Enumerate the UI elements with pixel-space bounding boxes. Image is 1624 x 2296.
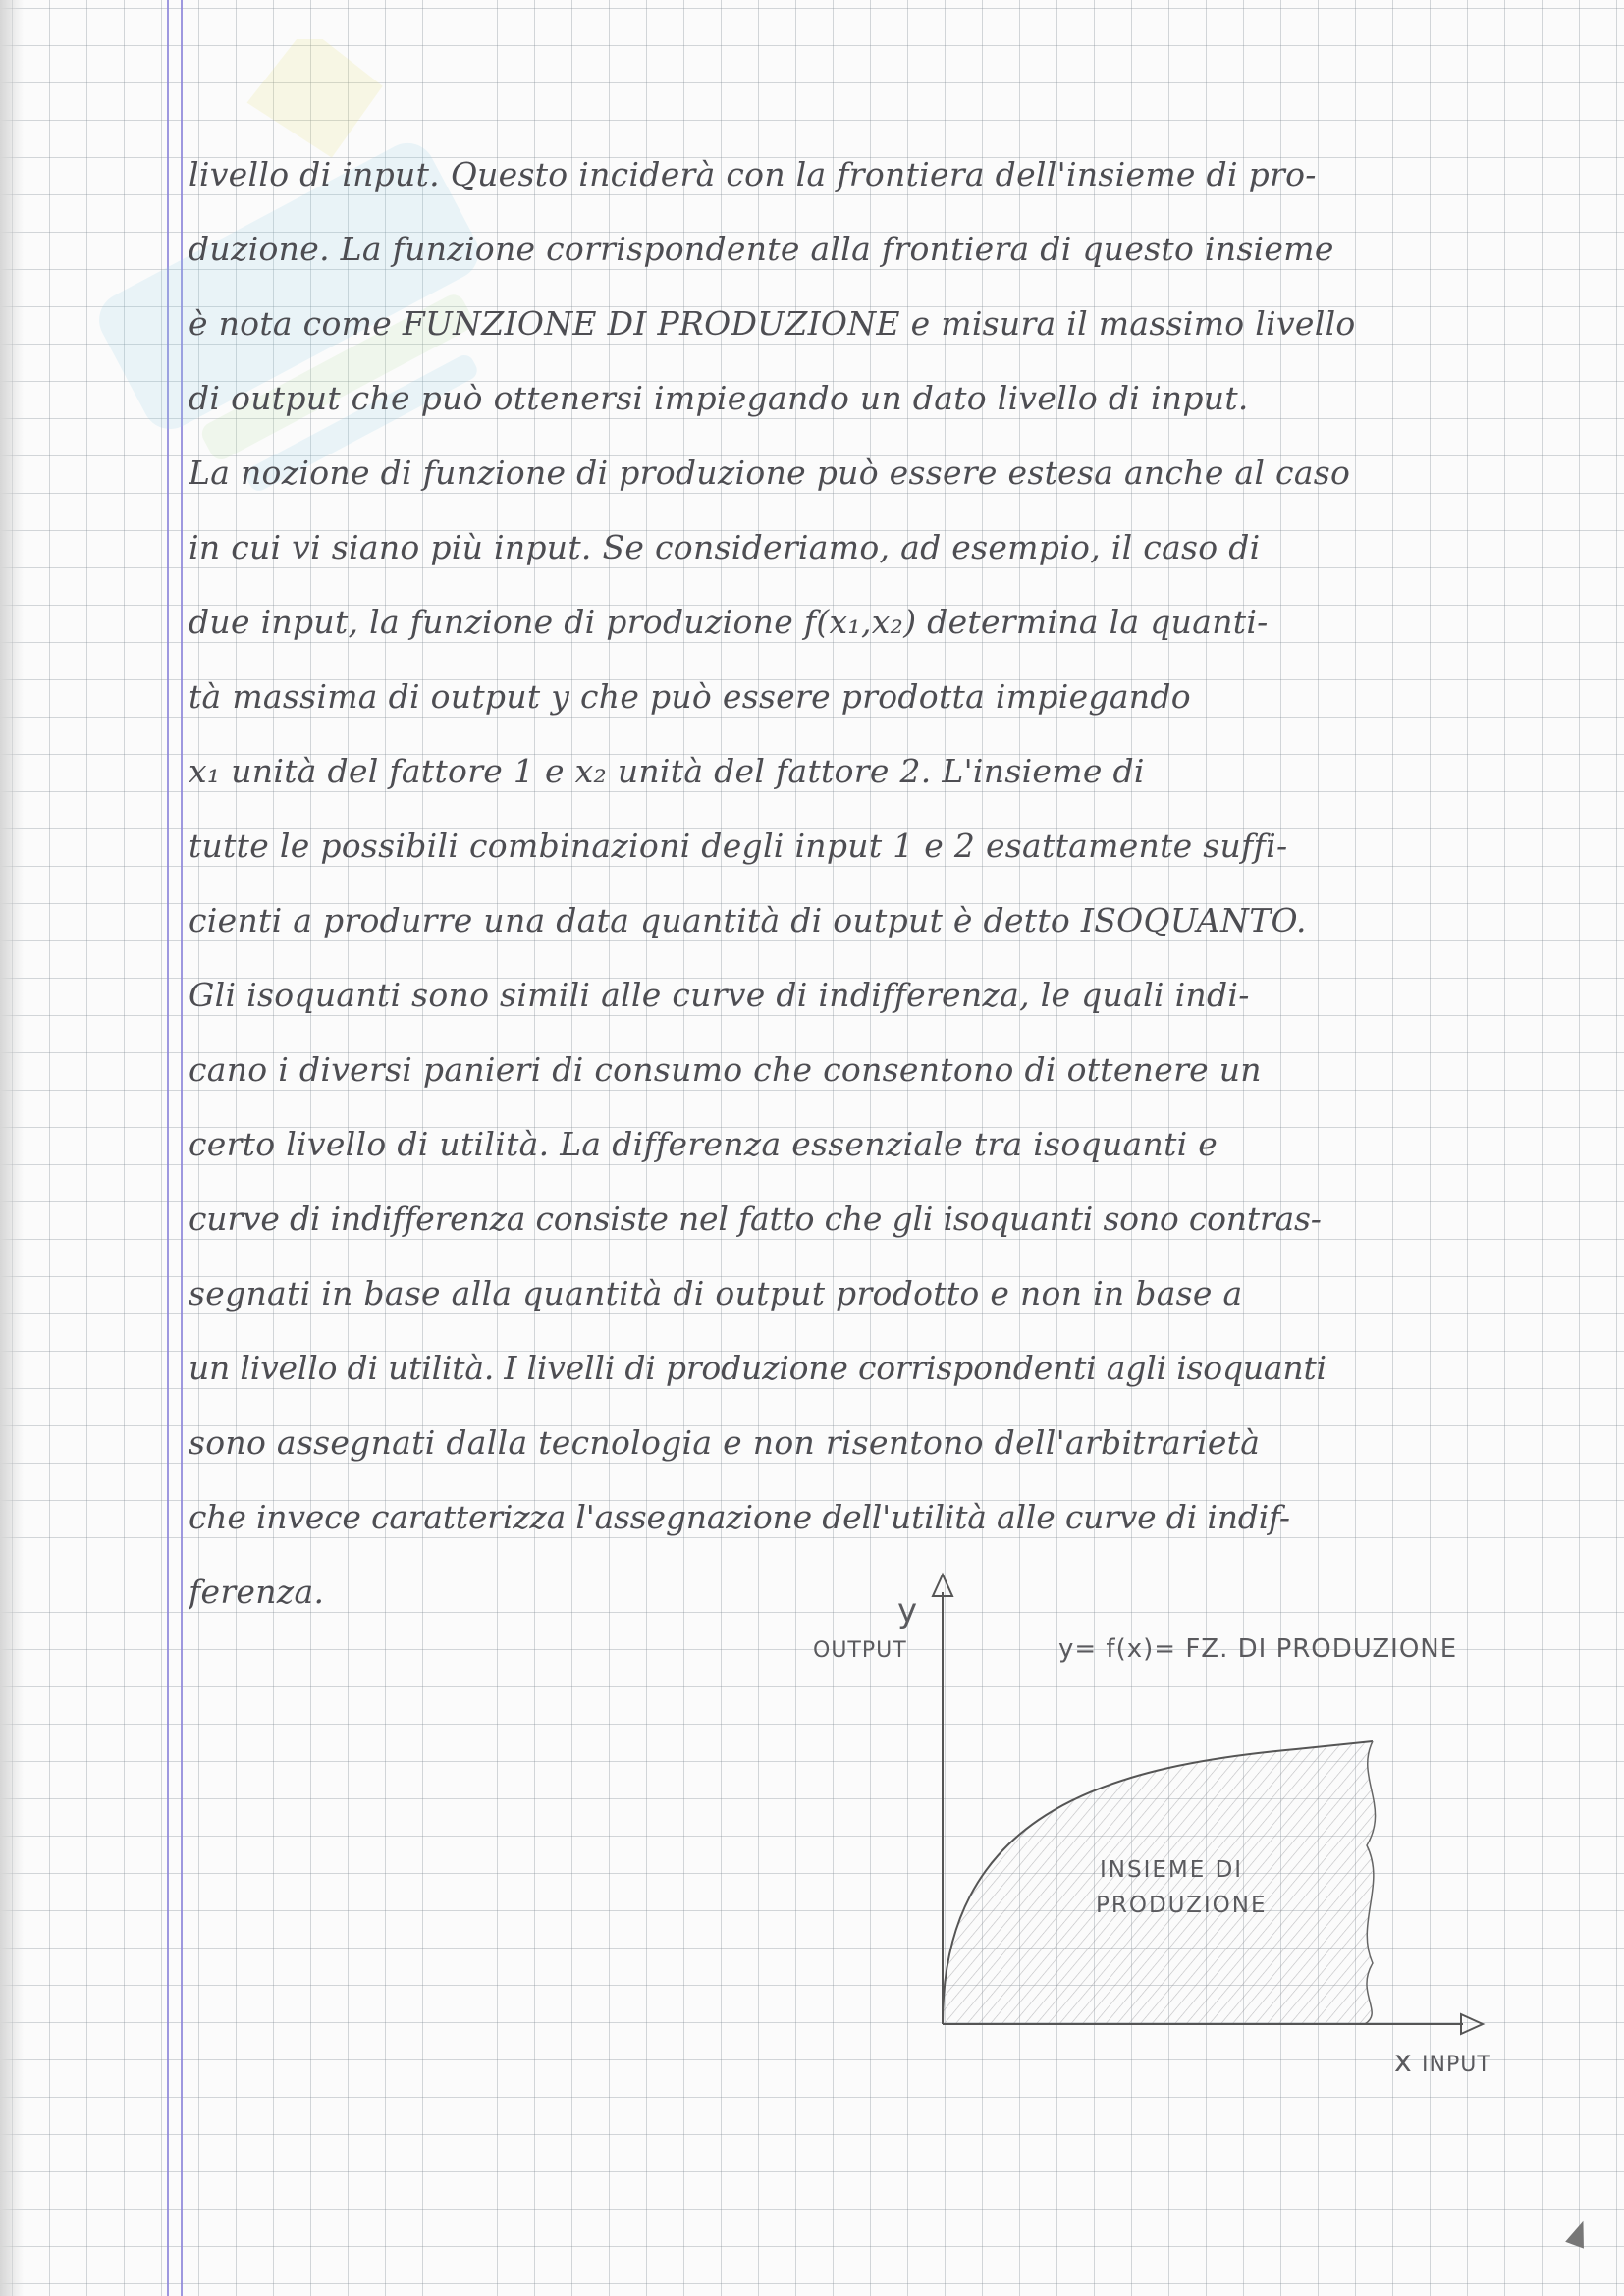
text-line: che invece caratterizza l'assegnazione dell'utilità alle curve di indif-: [189, 1498, 1290, 1536]
production-function-graph: [805, 1571, 1551, 2120]
text-line: x₁ unità del fattore 1 e x₂ unità del fattore 2. L'insieme di: [189, 752, 1145, 790]
text-line: La nozione di funzione di produzione può essere estesa anche al caso: [189, 454, 1351, 492]
page-binding-edge: [0, 0, 24, 2296]
text-line: duzione. La funzione corrispondente alla frontiera di questo insieme: [189, 230, 1334, 268]
margin-line: [167, 0, 169, 2296]
text-line: sono assegnati dalla tecnologia e non risentono dell'arbitrarietà: [189, 1423, 1261, 1462]
region-label-line2: PRODUZIONE: [1096, 1893, 1268, 1918]
text-line: tutte le possibili combinazioni degli input 1 e 2 esattamente suffi-: [189, 827, 1288, 865]
production-set-region: [943, 1741, 1376, 2024]
x-axis-symbol: x: [1394, 2045, 1412, 2079]
handwritten-text: [189, 137, 1504, 1629]
text-line: tà massima di output y che può essere prodotta impiegando: [189, 677, 1191, 716]
margin-line: [181, 0, 183, 2296]
corner-mark: [1565, 2217, 1593, 2248]
text-line: segnati in base alla quantità di output prodotto e non in base a: [189, 1274, 1243, 1312]
x-axis-arrow: [1461, 2014, 1483, 2034]
text-line: cienti a produrre una data quantità di output è detto ISOQUANTO.: [189, 901, 1307, 939]
text-line: ferenza.: [189, 1573, 325, 1611]
text-line: è nota come FUNZIONE DI PRODUZIONE e misura il massimo livello: [189, 304, 1356, 343]
y-axis-symbol: y: [897, 1591, 918, 1630]
text-line: due input, la funzione di produzione f(x₁,x₂) determina la quanti-: [189, 603, 1269, 641]
y-axis-label: OUTPUT: [813, 1638, 907, 1663]
text-line: un livello di utilità. I livelli di produzione corrispondenti agli isoquanti: [189, 1349, 1326, 1387]
text-line: livello di input. Questo inciderà con la frontiera dell'insieme di pro-: [189, 155, 1317, 193]
text-line: curve di indifferenza consiste nel fatto che gli isoquanti sono contras-: [189, 1200, 1322, 1238]
x-axis-label: INPUT: [1422, 2053, 1491, 2077]
text-line: certo livello di utilità. La differenza essenziale tra isoquanti e: [189, 1125, 1218, 1163]
text-line: in cui vi siano più input. Se consideriamo, ad esempio, il caso di: [189, 528, 1261, 566]
text-line: di output che può ottenersi impiegando un dato livello di input.: [189, 379, 1249, 417]
function-label: y= f(x)= FZ. DI PRODUZIONE: [1058, 1634, 1458, 1664]
text-line: Gli isoquanti sono simili alle curve di indifferenza, le quali indi-: [189, 976, 1250, 1014]
region-label-line1: INSIEME DI: [1100, 1857, 1244, 1883]
text-line: cano i diversi panieri di consumo che consentono di ottenere un: [189, 1050, 1262, 1089]
